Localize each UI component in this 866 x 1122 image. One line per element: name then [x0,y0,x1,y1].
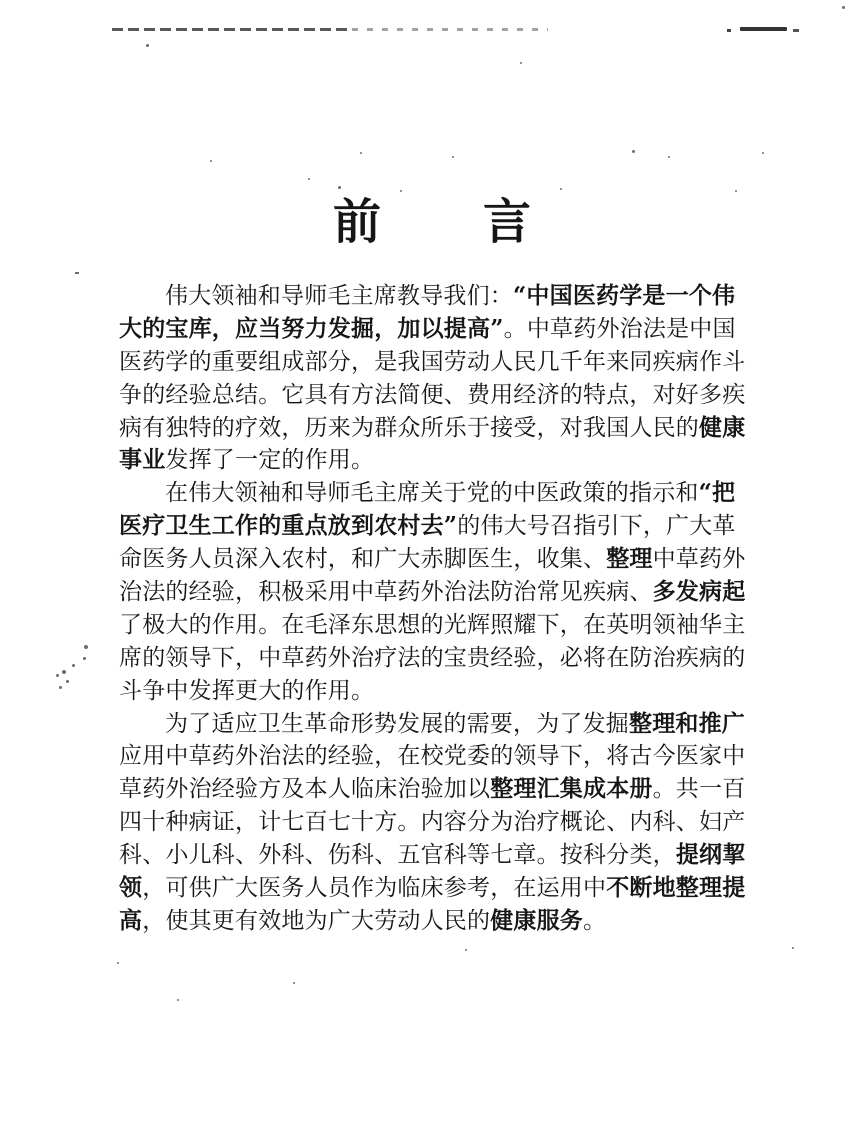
scan-speckle [177,999,179,1001]
scan-smudge [59,686,62,689]
text-run: 命医务人员深入农村，和广大赤脚医生，收集、 [119,546,607,573]
scan-smudge [83,657,86,660]
text-run: 整理汇集成本册 [490,775,653,803]
text-line [119,510,751,543]
text-line [119,412,751,445]
scan-smudge [62,670,66,674]
text-run: 健康服务 [490,906,584,934]
scan-speckle [117,962,119,964]
scan-speckle [668,156,670,158]
text-line [119,642,751,675]
text-run: 席的领导下，中草药外治疗法的宝贵经验，必将在防治疾病的 [119,644,746,671]
scan-speckle [792,947,794,949]
text-run: 发挥了一定的作用。 [165,447,375,474]
scan-smudge [84,645,88,649]
scan-artifact-dashed-line [112,28,352,31]
text-run: 伟大领袖和导师毛主席教导我们： [165,283,513,309]
text-run: 斗争中发挥更大的作用。 [119,677,375,704]
text-line [119,313,751,346]
text-run: 大的宝库，应当努力发掘，加以提高” [119,314,504,342]
text-run: 应用中草药外治法的经验，在校党委的领导下，将古今医家中 [119,743,746,770]
text-line [119,444,751,477]
text-run: 的伟大号召指引下，广大革 [457,513,736,540]
scan-speckle [75,272,79,274]
scan-speckle [210,160,212,162]
scan-smudge [56,674,59,677]
text-run: “中国医药学是一个伟 [513,282,736,309]
text-run: 了极大的作用。在毛泽东思想的光辉照耀下，在英明领袖华主 [119,611,746,638]
scan-speckle [762,152,764,154]
text-run: 。 [583,907,607,934]
text-run: 整理 [606,545,653,573]
scan-speckle [452,156,454,158]
scan-speckle [560,188,562,190]
text-run: 科、小儿科、外科、伤科、五官科等七章。按科分类， [119,842,676,869]
text-line [119,609,751,642]
text-run: 。共一百 [652,776,746,803]
text-run: 争的经验总结。它具有方法简便、费用经济的特点，对好多疾 [119,381,746,408]
text-line [119,839,751,872]
text-line [119,675,751,708]
text-line [119,576,751,609]
text-run: 多发病起 [652,578,746,606]
scan-artifact-dark-dash [740,27,787,31]
text-run: 。中草药外治法是中国 [503,315,736,342]
text-run: 领 [119,874,143,902]
scan-speckle [842,6,845,9]
text-line [119,708,751,741]
preface-text [119,280,751,938]
text-run: 健康 [699,413,746,441]
text-run: 在伟大领袖和导师毛主席关于党的中医政策的指示和 [165,480,699,507]
text-run: 中草药外 [652,546,746,573]
text-run: 四十种病证，计七百七十方。内容分为治疗概论、内科、妇产 [119,809,746,836]
scan-speckle [632,150,635,153]
text-line [119,543,751,576]
text-run: “把 [698,479,736,507]
text-run: ，可供广大医务人员作为临床参考，在运用中 [142,875,607,902]
text-run: 事业 [119,446,166,474]
scan-speckle [308,178,310,180]
text-line [119,773,751,806]
scan-speckle [465,949,467,951]
text-run: 为了适应卫生革命形势发展的需要，为了发掘 [165,710,629,737]
text-run: 病有独特的疗效，历来为群众所乐于接受，对我国人民的 [119,414,699,441]
scan-speckle [360,152,362,154]
page-title: 前 言 [332,194,533,250]
scan-smudge [66,680,69,683]
text-line [119,905,751,938]
scan-artifact-dot [793,29,799,32]
text-line [119,477,751,510]
text-line [119,872,751,905]
text-run: 医疗卫生工作的重点放到农村去” [119,512,458,540]
text-run: 整理和推广 [629,709,745,737]
scan-speckle [146,44,149,47]
text-line [119,379,751,412]
text-run: 提纲挈 [675,841,746,869]
text-line [119,740,751,773]
text-line [119,280,751,313]
text-line [119,346,751,379]
scan-speckle [338,186,341,189]
scan-speckle [520,62,522,64]
text-run: 医药学的重要组成部分，是我国劳动人民几千年来同疾病作斗 [119,348,746,375]
scan-speckle [293,982,295,984]
scan-artifact-dashed-line [352,28,548,31]
text-run: 草药外治经验方及本人临床治验加以 [119,776,491,803]
text-run: ，使其更有效地为广大劳动人民的 [142,907,491,934]
text-line [119,806,751,839]
scan-smudge [72,664,75,667]
text-run: 治法的经验，积极采用中草药外治法防治常见疾病、 [119,579,653,606]
scan-artifact-dot [727,29,731,32]
text-run: 不断地整理提 [606,874,746,902]
text-run: 高 [119,906,143,934]
